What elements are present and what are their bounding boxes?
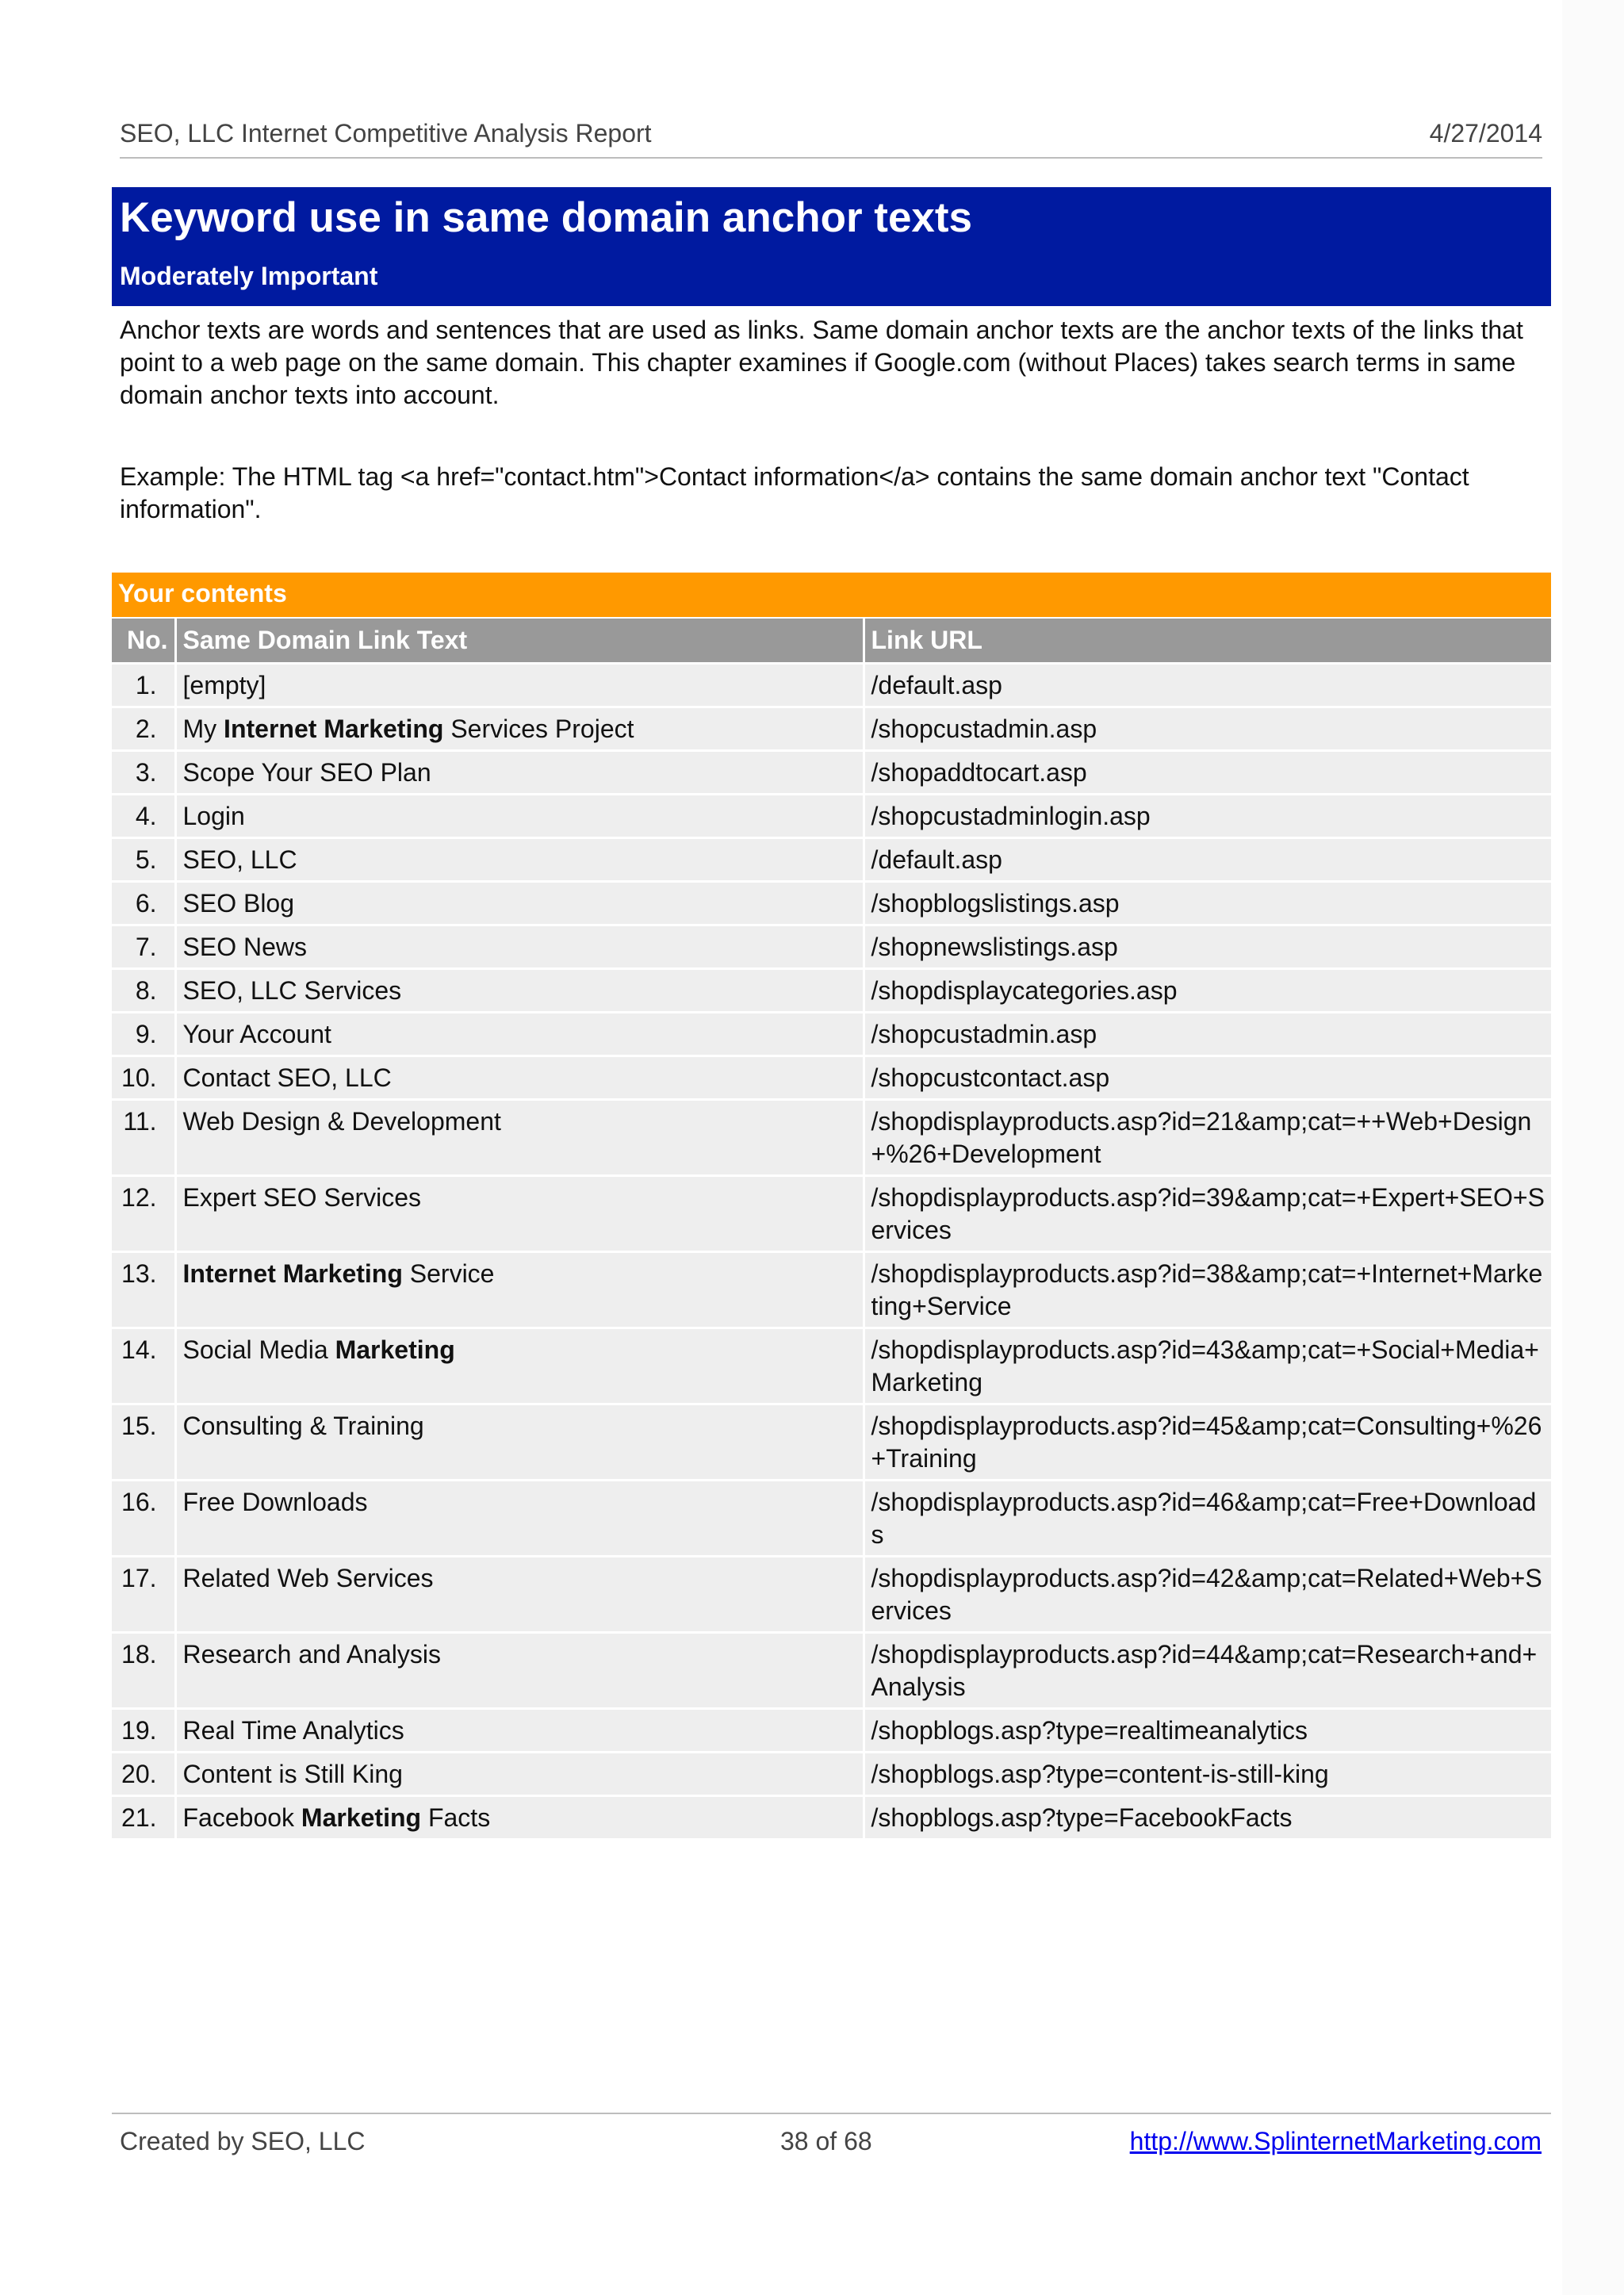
link-text-cell	[175, 925, 864, 968]
link-text-segment: Service	[402, 1259, 495, 1288]
row-number: 18.	[112, 1632, 175, 1708]
row-number: 16.	[112, 1480, 175, 1556]
row-number: 1.	[112, 663, 175, 707]
row-number: 6.	[112, 881, 175, 925]
table-row	[112, 1632, 1551, 1708]
link-text-segment: Consulting & Training	[182, 1411, 424, 1440]
link-text-cell	[175, 1632, 864, 1708]
row-number: 2.	[112, 707, 175, 750]
table-row	[112, 837, 1551, 881]
link-text-segment: [empty]	[182, 670, 266, 699]
table-row	[112, 881, 1551, 925]
table-header-row	[112, 619, 1551, 663]
table-row	[112, 1795, 1551, 1839]
link-text-cell	[175, 968, 864, 1012]
link-text-segment: SEO, LLC Services	[182, 975, 402, 1005]
row-number: 21.	[112, 1795, 175, 1839]
link-text-segment: SEO, LLC	[182, 845, 297, 874]
row-number: 9.	[112, 1012, 175, 1056]
footer-website-link[interactable]: http://www.SplinternetMarketing.com	[1129, 2127, 1542, 2155]
link-text-cell	[175, 1328, 864, 1404]
link-text-cell	[175, 663, 864, 707]
row-number: 11.	[112, 1099, 175, 1175]
link-text-cell	[175, 794, 864, 837]
link-url-cell: /shopnewslistings.asp	[864, 925, 1551, 968]
link-text-cell	[175, 1404, 864, 1480]
row-number: 19.	[112, 1708, 175, 1752]
table-row	[112, 1012, 1551, 1056]
page-margin-strip	[1562, 0, 1624, 2295]
chapter-title: Keyword use in same domain anchor texts	[120, 194, 973, 241]
link-text-cell	[175, 1556, 864, 1632]
link-text-segment: Expert SEO Services	[182, 1182, 422, 1212]
column-header-no: No.	[112, 619, 175, 663]
link-url-cell: /shopcustcontact.asp	[864, 1056, 1551, 1099]
link-url-cell: /shopblogs.asp?type=FacebookFacts	[864, 1795, 1551, 1839]
row-number: 5.	[112, 837, 175, 881]
table-row	[112, 1056, 1551, 1099]
anchor-text-table	[112, 619, 1551, 1841]
row-number: 8.	[112, 968, 175, 1012]
chapter-banner	[112, 187, 1551, 306]
link-text-cell	[175, 1708, 864, 1752]
link-url-cell: /shopdisplayproducts.asp?id=42&amp;cat=Related+Web+Services	[864, 1556, 1551, 1632]
chapter-description	[112, 306, 1551, 568]
column-header-link-text: Same Domain Link Text	[175, 619, 864, 663]
link-url-cell: /shopdisplayproducts.asp?id=45&amp;cat=Consulting+%26+Training	[864, 1404, 1551, 1480]
table-row	[112, 707, 1551, 750]
table-row	[112, 968, 1551, 1012]
link-url-cell: /shopdisplayproducts.asp?id=21&amp;cat=++Web+Design+%26+Development	[864, 1099, 1551, 1175]
link-url-cell: /shopdisplayproducts.asp?id=44&amp;cat=Research+and+Analysis	[864, 1632, 1551, 1708]
link-text-cell	[175, 881, 864, 925]
link-text-segment: Scope Your SEO Plan	[182, 757, 431, 787]
row-number: 20.	[112, 1752, 175, 1795]
table-row	[112, 1175, 1551, 1251]
link-url-cell: /shopblogs.asp?type=content-is-still-king	[864, 1752, 1551, 1795]
link-text-segment: Login	[182, 801, 245, 830]
row-number: 14.	[112, 1328, 175, 1404]
link-text-cell	[175, 1795, 864, 1839]
link-text-cell	[175, 1099, 864, 1175]
table-row	[112, 1480, 1551, 1556]
link-text-segment: Free Downloads	[182, 1487, 368, 1516]
table-row	[112, 1404, 1551, 1480]
link-text-segment: Research and Analysis	[182, 1639, 442, 1669]
link-text-segment: SEO Blog	[182, 888, 295, 918]
link-url-cell: /shopcustadmin.asp	[864, 1012, 1551, 1056]
row-number: 7.	[112, 925, 175, 968]
link-text-segment: Your Account	[182, 1019, 331, 1048]
link-url-cell: /default.asp	[864, 663, 1551, 707]
link-url-cell: /shopcustadmin.asp	[864, 707, 1551, 750]
row-number: 10.	[112, 1056, 175, 1099]
link-text-segment: Facts	[421, 1803, 491, 1832]
table-row	[112, 663, 1551, 707]
page-header	[120, 119, 1542, 159]
example-paragraph: Example: The HTML tag <a href="contact.htm">Contact information</a> contains the same domain anchor text "Contact information".	[120, 462, 1469, 523]
report-title: SEO, LLC Internet Competitive Analysis Report	[120, 119, 652, 148]
link-text-cell	[175, 1251, 864, 1328]
page-number: 38 of 68	[780, 2127, 872, 2155]
link-text-cell	[175, 1012, 864, 1056]
table-row	[112, 1708, 1551, 1752]
section-title: Your contents	[118, 579, 287, 607]
link-text-cell	[175, 1480, 864, 1556]
link-text-segment: Related Web Services	[182, 1563, 434, 1592]
link-text-segment: Content is Still King	[182, 1759, 403, 1788]
keyword-highlight: Internet Marketing	[182, 1259, 403, 1288]
table-row	[112, 750, 1551, 794]
link-text-cell	[175, 707, 864, 750]
keyword-highlight: Marketing	[335, 1335, 455, 1364]
link-text-segment: Social Media	[182, 1335, 335, 1364]
link-text-cell	[175, 750, 864, 794]
link-text-segment: Real Time Analytics	[182, 1715, 404, 1745]
keyword-highlight: Marketing	[301, 1803, 422, 1832]
link-text-segment: Web Design & Development	[182, 1106, 501, 1136]
link-url-cell: /shopaddtocart.asp	[864, 750, 1551, 794]
link-text-segment: My	[182, 714, 224, 743]
link-url-cell: /shopcustadminlogin.asp	[864, 794, 1551, 837]
table-body	[112, 663, 1551, 1839]
link-url-cell: /shopdisplayproducts.asp?id=39&amp;cat=+Expert+SEO+Services	[864, 1175, 1551, 1251]
link-url-cell: /shopblogslistings.asp	[864, 881, 1551, 925]
link-text-segment: Services Project	[443, 714, 634, 743]
row-number: 4.	[112, 794, 175, 837]
section-header	[112, 573, 1551, 617]
link-text-cell	[175, 1056, 864, 1099]
page-footer	[112, 2113, 1551, 2154]
report-date: 4/27/2014	[1429, 119, 1542, 148]
link-url-cell: /shopblogs.asp?type=realtimeanalytics	[864, 1708, 1551, 1752]
table-row	[112, 794, 1551, 837]
importance-label: Moderately Important	[120, 262, 378, 290]
row-number: 15.	[112, 1404, 175, 1480]
row-number: 3.	[112, 750, 175, 794]
row-number: 12.	[112, 1175, 175, 1251]
table-row	[112, 1752, 1551, 1795]
link-text-segment: SEO News	[182, 932, 307, 961]
link-text-segment: Contact SEO, LLC	[182, 1063, 392, 1092]
link-url-cell: /shopdisplayproducts.asp?id=43&amp;cat=+Social+Media+Marketing	[864, 1328, 1551, 1404]
table-row	[112, 1099, 1551, 1175]
link-text-cell	[175, 837, 864, 881]
link-text-segment: Facebook	[182, 1803, 301, 1832]
column-header-link-url: Link URL	[864, 619, 1551, 663]
description-paragraph: Anchor texts are words and sentences that are used as links. Same domain anchor texts are the anchor texts of the links that point to a web page on the same domain. This chapter examines if Google.com (without Places) takes search terms in same domain anchor texts into account.	[120, 316, 1523, 409]
table-row	[112, 925, 1551, 968]
link-url-cell: /default.asp	[864, 837, 1551, 881]
table-row	[112, 1556, 1551, 1632]
link-url-cell: /shopdisplayproducts.asp?id=46&amp;cat=Free+Downloads	[864, 1480, 1551, 1556]
link-text-cell	[175, 1175, 864, 1251]
row-number: 17.	[112, 1556, 175, 1632]
table-row	[112, 1328, 1551, 1404]
link-text-cell	[175, 1752, 864, 1795]
keyword-highlight: Internet Marketing	[224, 714, 444, 743]
footer-created-by: Created by SEO, LLC	[120, 2127, 366, 2155]
table-row	[112, 1251, 1551, 1328]
row-number: 13.	[112, 1251, 175, 1328]
link-url-cell: /shopdisplayproducts.asp?id=38&amp;cat=+Internet+Marketing+Service	[864, 1251, 1551, 1328]
link-url-cell: /shopdisplaycategories.asp	[864, 968, 1551, 1012]
